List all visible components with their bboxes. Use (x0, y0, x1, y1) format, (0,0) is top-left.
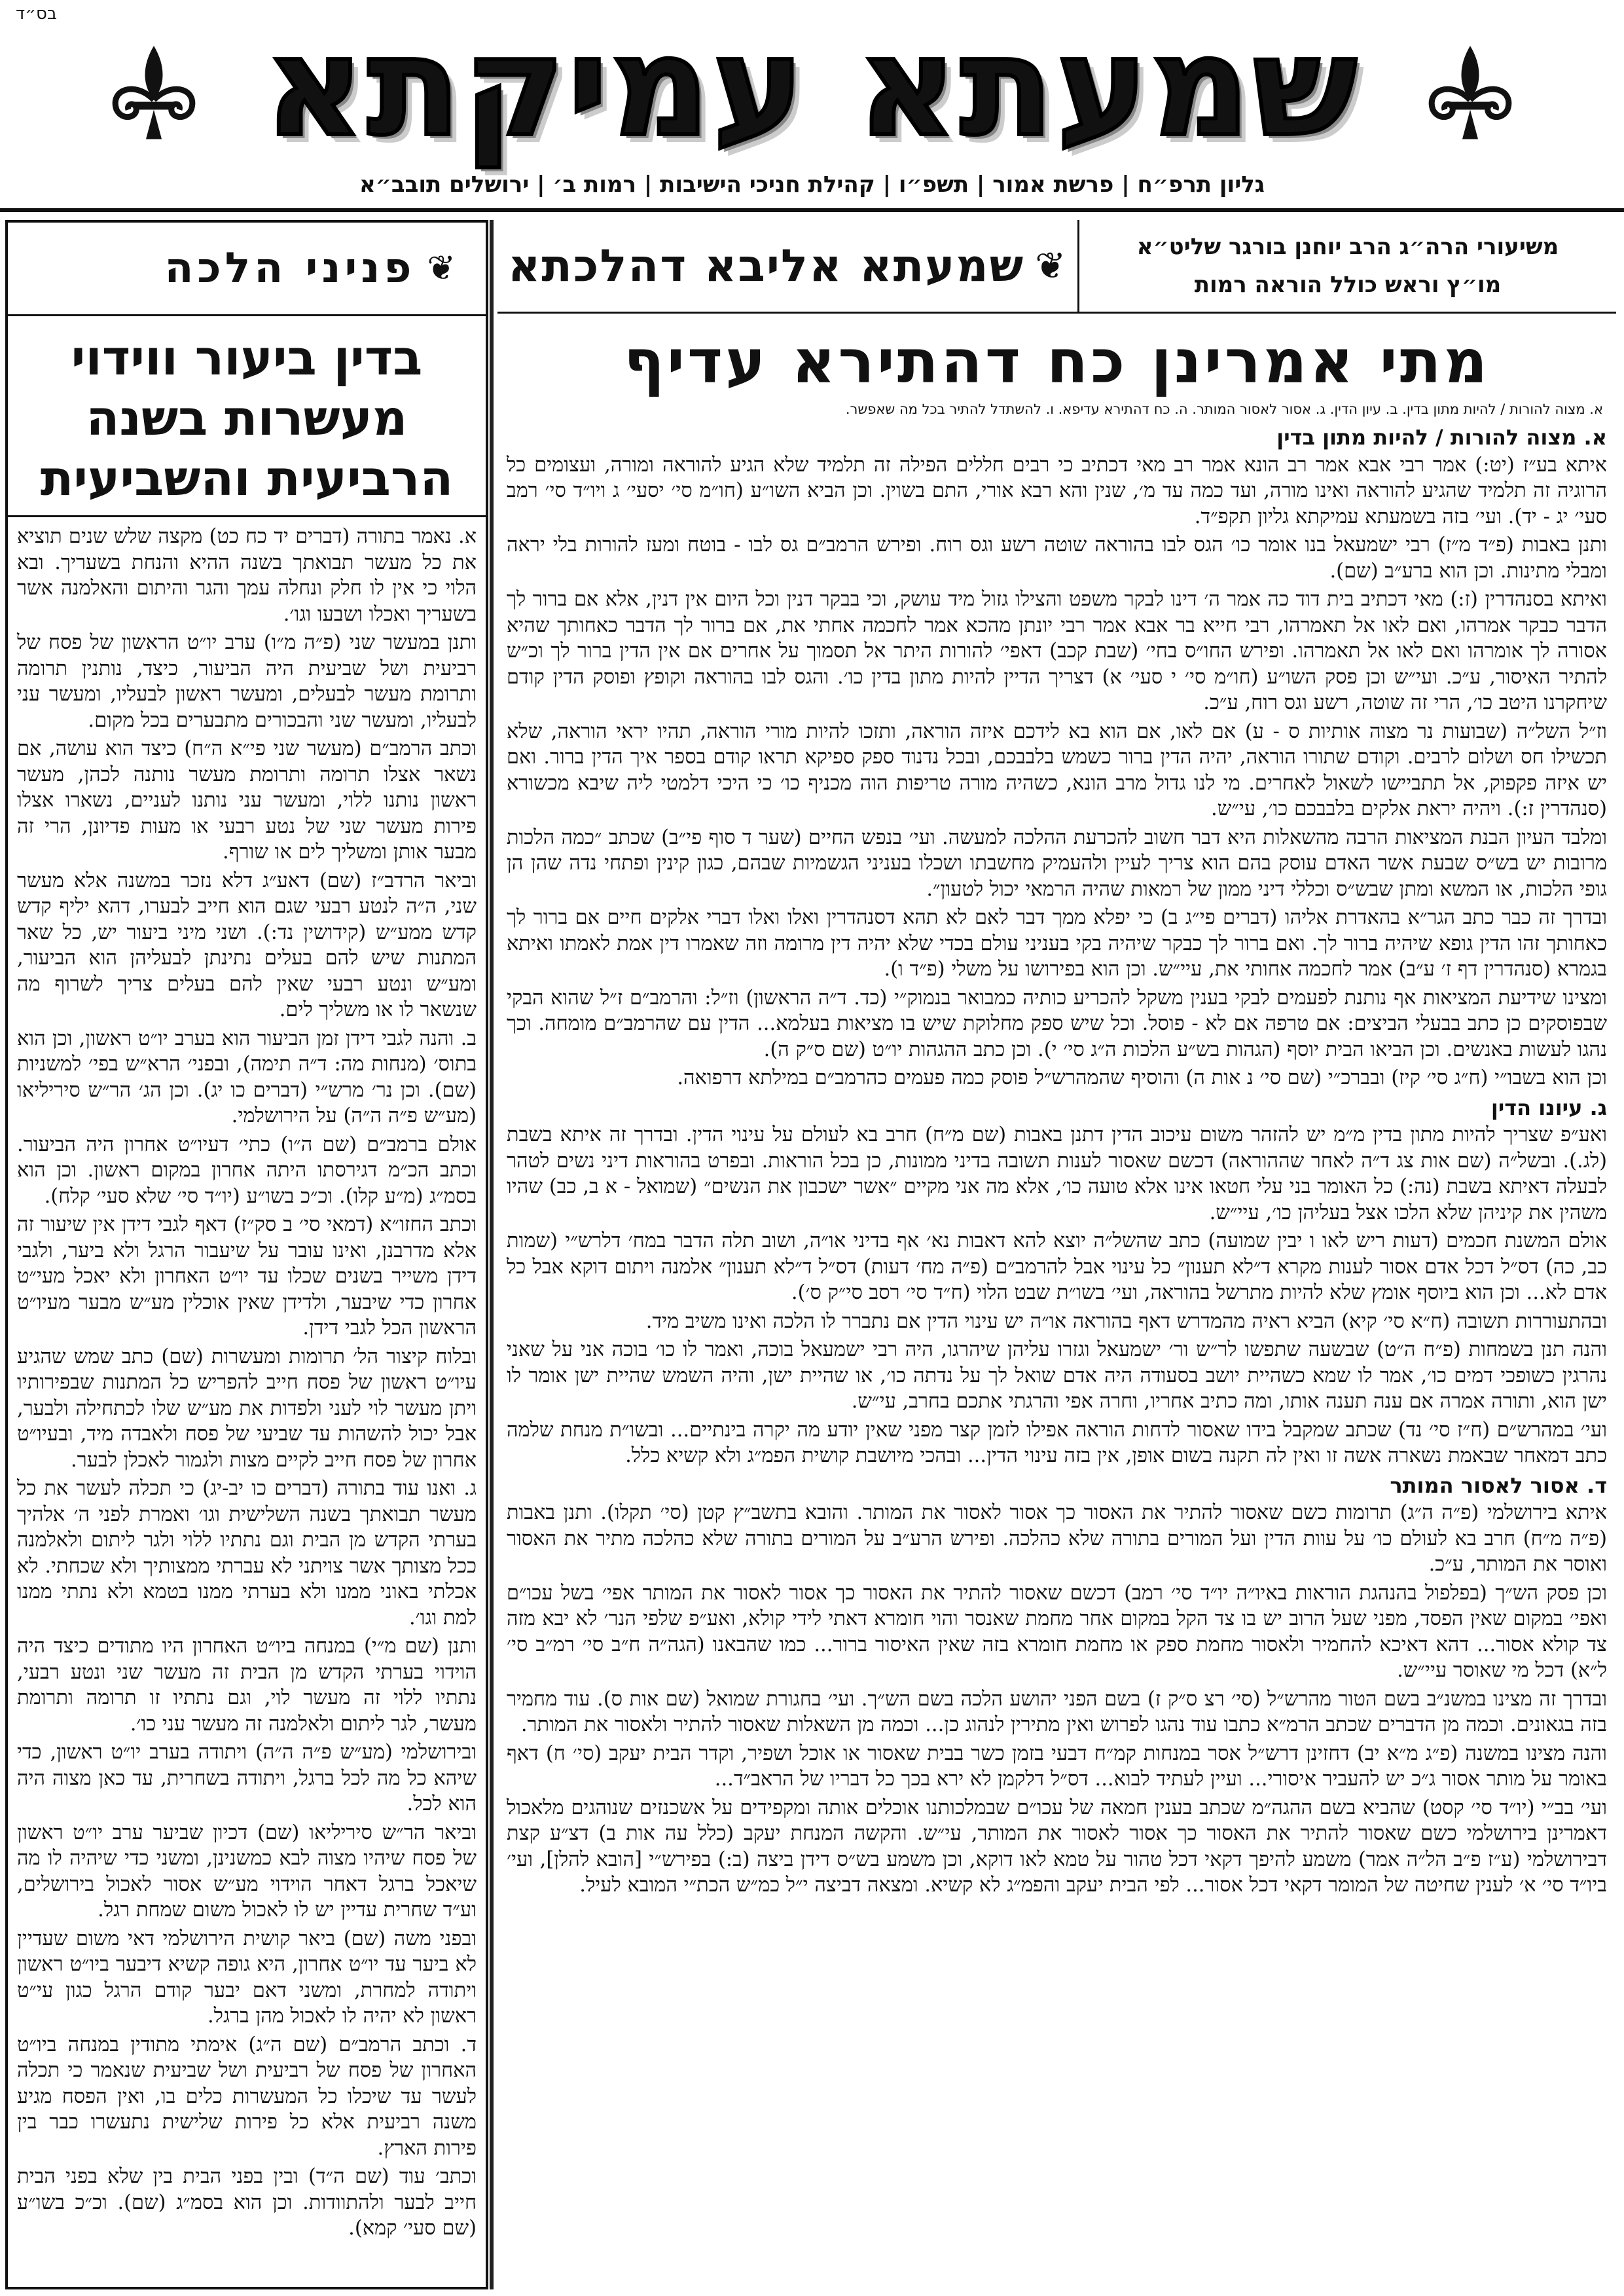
column-divider (490, 220, 494, 2289)
paragraph: ג. ואנו עוד בתורה (דברים כו יב-יג) כי תכלה לעשר את כל מעשר תבואתך בשנה השלישית וגו׳ ואמרת לפני ה׳ אלהיך בערתי הקדש מן הבית וגם נתתיו ללוי ולגר ליתום ולאלמנה ככל מצותך אשר צויתני לא עברתי ממצותיך ולא שכחתי. לא אכלתי באוני ממנו ולא בערתי ממנו בטמא ולא נתתי ממנו למת וגו׳. (17, 1477, 477, 1630)
paragraph: ובדרך זה מצינו במשנ״ב בשם הטור מהרש״ל (סי׳ רצ ס״ק ז) בשם הפני יהושע הלכה בשם הש״ך. ועי׳ בחגורת שמואל (שם אות ס). עוד מחמיר בזה בגאונים. וכמה מן הדברים שכתב הרמ״א כתבו עוד נהגו לפרוש ואין מתירין לנהוג כן... וכמה מן השאלות שאסור להתיר ולאסור את המותר. (507, 1687, 1607, 1736)
paragraph: ד. וכתב הרמב״ם (שם ה״ג) אימתי מתודין במנחה ביו״ט האחרון של פסח של רביעית ושל שביעית שנאמר כי תכלה לעשר עד שיכלו כל המעשרות כלים בו, ואין הפסח מגיע משנה רביעית אלא כל פירות שלישית נתעשרו כבר בין פירות הארץ. (17, 2033, 477, 2160)
paragraph: ובדרך זה כבר כתב הגר״א בהאדרת אליהו (דברים פי״ג ב) כי יפלא ממך דבר לאם לא תהא דסנהדרין ואלו ואלו דברי אלקים חיים אם ברור לך כאחותך זהו הדין גופא שיהיה ברור לך. ואם ברור לך כבקר שיהיה בקי בעניני עולם בכדי שלא יהיה דין מרומה וזה שאמרו דין אמת לאמתו ואיתא בגמרא (סנהדרין דף ז׳ ע״ב) אמר לחכמה אחותי את, עיי״ש. וכן הוא בפירושו על משלי (פ״ד ו). (507, 906, 1607, 981)
section-heading: א. מצוה להורות / להיות מתון בדין (1276, 425, 1607, 450)
side-article-body (8, 517, 486, 2251)
article-body (497, 425, 1616, 1899)
masthead-title: שמעתא עמיקתא (264, 7, 1360, 167)
paragraph: וביאר הר״ש סיריליאו (שם) דכיון שביער ערב יו״ט ראשון של פסח שיהיו מצוה לבא כמשנינן, ומשני כדי שיהיה לו מה שיאכל ברגל דאחר הוידוי מע״ש אסור לאכול בירושלים, וע״ד שחרית עדיין יש לו לאכול משום שמחת רגל. (17, 1821, 477, 1922)
paragraph: איתא בע״ז (יט:) אמר רבי אבא אמר רב הונא אמר רב מאי דכתיב כי רבים חללים הפילה זה תלמיד שלא הגיע להוראה ומורה, ועצומים כל הרוגיה זה תלמיד שהגיע להוראה ואינו מורה, ועד כמה עד מ׳, שנין והא רבא אורי, התם בשוין. וכן הביא השו״ע (חו״מ סי׳ יסעי׳ ג ויו״ד סי׳ רמב סעי׳ יג - יד). ועי׳ בזה בשמעתא עמיקתא גליון תקפ״ד. (507, 453, 1607, 528)
article-contents: א. מצוה להורות / להיות מתון בדין. ב. עיון הדין. ג. אסור לאסור המותר. ה. כח דהתירא עדיפא. ו. להשתדל להתיר בכל מה שאפשר. (845, 401, 1603, 417)
paragraph: וכתב׳ עוד (שם ה״ד) ובין בפני הבית בין שלא בפני הבית חייב לבער ולהתוודות. וכן הוא בסמ״ג (שם). וכ״כ בשו״ע (שם סעי׳ קמא). (17, 2165, 477, 2240)
paragraph: ובהתעוררות תשובה (ח״א סי׳ קיא) הביא ראיה מהמדרש דאף בהוראה או״ה יש עינוי הדין אם נתברר לו הלכה ואינו משיב מיד. (645, 1309, 1607, 1333)
paragraph: ותנן (שם מ״י) במנחה ביו״ט האחרון היו מתודים כיצד היה הוידוי בערתי הקדש מן הבית זה מעשר שני ונטע רבעי, נתתיו ללוי זה מעשר לוי, וגם נתתיו זו תרומה ותרומת מעשר, לגר ליתום ולאלמנה זה מעשר עני כו׳. (17, 1635, 477, 1736)
paragraph: ובפני משה (שם) ביאר קושית הירושלמי דאי משום שעדיין לא ביער עד יו״ט אחרון, היא גופה קשיא דיבער ביו״ט ראשון ויתודה למחרת, ומשני דאם יבער קודם הרגל כגון עי״ט ראשון לא יהיה לו לאכול מהן ברגל. (17, 1927, 477, 2028)
paragraph: ואע״פ שצריך להיות מתון בדין מ״מ יש להזהר משום עיכוב הדין דתנן באבות (שם מ״ח) חרב בא לעולם על עינוי הדין. ובדרך זה איתא בשבת (לג.). ובשל״ה (שם אות צג ד״ה לאחר שההוראה) דכשם שאסור לענות תשובה בדיני ממונות, כן בכל הוראות. ובפרט בהוראות דיני נשים לטהר לבעלה דאיתא בשבת (נה:) כל האומר בני עלי חטאו אינו אלא טועה כו׳, אלא מה אני מקיים ״אשר ישכבון את הנשים״ (שמואל - א ב, כב) שהיו משהין את קיניהן שלא הלכו אצל בעליהן כו׳, עיי״ש. (507, 1123, 1607, 1224)
side-article-title: בדין ביעור ווידוי מעשרות בשנה הרביעית והשביעית (8, 316, 486, 517)
paragraph: ומצינו שידיעת המציאות אף נותנת לפעמים לבקי בענין משקל להכריע כותיה כמבואר בנמוק״י (כד. ד״ה הראשון) וז״ל: והרמב״ם ז״ל שהוא הבקי שבפוסקים כן כתב בבעלי הביצים: אם טרפה אם לא - פוסל. וכל שיש ספק מחלוקת שיש בו מציאות בעלמא... הדין עם שהרמב״ם מומחה. וכך נהגו לעשות באנשים. וכן הביאו הבית יוסף (הגהות בש״ע הלכות ה״ג סי׳ י). וכן כתב ההגהות יו״ט (שם ס״ק ה). (507, 986, 1607, 1061)
paragraph: ובירושלמי (מע״ש פ״ה ה״ה) ויתודה בערב יו״ט ראשון, כדי שיהא כל מה לכל ברגל, ויתודה בשחרית, עד כאן מצוה היה הוא לכל. (17, 1741, 477, 1815)
paragraph: ותנן באבות (פ״ד מ״ז) רבי ישמעאל בנו אומר כו׳ הגס לבו בהוראה שוטה רשע וגס רוח. ופירש הרמב״ם גס לבו - בוטח ומעז להורות בלי יראה ומבלי מתינות. וכן הוא ברע״ב (שם). (507, 534, 1607, 583)
side-section-header-text: פניני הלכה (164, 244, 416, 293)
paragraph: ב. והנה לגבי דידן זמן הביעור הוא בערב יו״ט ראשון, וכן הוא בתוס׳ (מנחות מה: ד״ה תימה), ובפני׳ הרא״ש בפי׳ למשניות (שם). וכן נר׳ מרש״י (דברים כו יג). וכן הג׳ הר״ש סיריליאו (מע״ש פ״ה ה״ה) על הירושלמי. (17, 1027, 477, 1127)
paragraph: ובלוח קיצור הל׳ תרומות ומעשרות (שם) כתב שמש שהגיע עיו״ט ראשון של פסח חייב להפריש כל המתנות שבפירותיו ויתן מעשר לוי לעני ולפדות את מע״ש שלו לכתחילה ולבער, אבל יכול להשהות עד שביעי של פסח ולאבדה מיד, ובעיו״ט אחרון של פסח חייב לקיים מצות ולגמור לאכלן לבער. (17, 1345, 477, 1472)
byline (1079, 220, 1616, 312)
issue-info: גליון תרפ״ח | פרשת אמור | תשפ״ו | קהילת חניכי הישיבות | רמות ב׳ | ירושלים תובב״א (359, 172, 1265, 198)
paragraph: ועי׳ בב״י (יו״ד סי׳ קסט) שהביא בשם ההגה״מ שכתב בענין חמאה של עכו״ם שבמלכותנו אוכלים אותה ומקפידים על אשכנזים שנוהגים מלאכול דאמרינן בירושלמי כשם שאסור להתיר את האסור כך אסור לאסור את המותר, עי״ש. והקשה המנחת יעקב (כלל עה אות ב) דצ״ע קצת דבירושלמי (ע״ז פ״ב הל״ה אמר) משמע להיפך דקאי דכל טהור על טמא לאו דוקא, וכן משמע בש״ס דידן ביצה (ב:) בפירש״י [הובא להלן], ועי׳ ביו״ד סי׳ א׳ לענין שחיטה של המומר דקאי דכל אסור... לפי הבית יעקב והפמ״ג לא קשיא. ומצאה דביצה י״ל כמ״ש הכת״י המובא לעיל. (507, 1796, 1607, 1897)
paragraph: ומלבד העיון הבנת המציאות הרבה מהשאלות היא דבר חשוב להכרעת ההלכה למעשה. ועי׳ בנפש החיים (שער ד סוף פי״ב) שכתב ״כמה הלכות מרובות יש בש״ס שבעת אשר האדם עוסק בהם הוא צריך לעיין ולהעמיק מחשבתו ושכלו בעניני הגשמיות שבהם, כגון קינין ופתחי נדה שהן הן גופי הלכות, או המשא ומתן שבש״ס וכללי דיני ממון של רמאות שהיה הרמאי יכול לטעון״. (507, 826, 1607, 901)
paragraph: אולם ברמב״ם (שם ה״ו) כתי׳ דעיו״ט אחרון היה הביעור. וכתב הכ״מ דגירסתו היתה אחרון במקום ראשון. וכן הוא בסמ״ג (מ״ע קלו). וכ״כ בשו״ע (יו״ד סי׳ שלא סעי׳ קלח). (17, 1133, 477, 1208)
masthead-rule (0, 208, 1624, 212)
paragraph: ואיתא בסנהדרין (ז:) מאי דכתיב בית דוד כה אמר ה׳ דינו לבקר משפט והצילו גזול מיד עושק, וכי בבקר דנין וכל היום אין דנין, אלא אם ברור לך הדבר כבקר אמרהו, ואם לאו אל תאמרהו, רבי חייא בר אבא אמר רבי יונתן מהכא אמר לחכמה אחתי את, אם ברור לך הדבר כאחותך שהיא אסורה לך אומרהו ואם לאו אל תאמרהו. ופירש החו״ס בחי׳ (שבת קכב) דאפי׳ להורות היתר אל תסמוך על אחרים אם אין הדין ברור לך וכ״ש להתיר האיסור, ע״כ. ועי״ש וכן פסק השו״ע (חו״מ סי׳ י סעי׳ א) דצריך הדיין להיות מתון בדין כו׳. והגס לבו בהוראה וקופץ ופוסק הדין קודם שיחקרנו היטב כו׳, הרי זה שוטה, רשע וגס רוח, ע״כ. (507, 588, 1607, 714)
article-title: מתי אמרינן כח דהתירא עדיף (623, 327, 1490, 397)
section-header-text: שמעתא אליבא דהלכתא (507, 240, 1025, 292)
main-header (497, 220, 1616, 314)
section-heading: ג. עיונו הדין (1490, 1095, 1607, 1120)
side-column (5, 220, 488, 2289)
byline-role: מו״ץ וראש כולל הוראה רמות (1194, 272, 1502, 298)
side-section-header (8, 223, 486, 316)
paragraph: וכתב החזו״א (דמאי סי׳ ב סק״ז) דאף לגבי דידן אין שיעור זה אלא מדרבנן, ואינו עובר על שיעבור הרגל ולא ביער, ולגבי דידן משייר בשנים שכלו עד יו״ט האחרון ולא יאכל מעי״ט אחרון כדי שיבער, ולדידן שאין אוכלין מע״ש מבער מעיו״ט הראשון הכל לגבי דידן. (17, 1213, 477, 1339)
paragraph: ותנן במעשר שני (פ״ה מ״ו) ערב יו״ט הראשון של פסח של רביעית ושל שביעית היה הביעור, כיצד, נותנין תרומה ותרומת מעשר לבעלים, ומעשר ראשון לבעליו, ומעשר עני לבעליו, ומעשר שני והבכורים מתבערים בכל מקום. (17, 631, 477, 732)
section-heading: ד. אסור לאסור המותר (1390, 1472, 1607, 1498)
paragraph: וכן פסק הש״ך (בפלפול בהנהגת הוראות באיו״ה יו״ד סי׳ רמב) דכשם שאסור להתיר את האסור כך אסור לאסור את המותר אפי׳ בשל עכו״ם ואפי׳ במקום שאין הפסד, מפני שעל הרוב יש בו צד הקל במקום אחר מחמת שאנסר והוי חומרא דאתי לידי קולא, ואע״פ שלפי הנר׳ לא יבא מזה צד קולא אסור... דהא דאיכא להחמיר ולאסור מחמת ספק או מחמת חומרא בזה שאין האיסור ברור... כמו שהבאנו (הגה״ה ח״ב סי׳ רמ״ב סי׳ ל״א) דכל מי שאוסר עיי״ש. (507, 1581, 1607, 1682)
section-header (497, 220, 1079, 312)
paragraph: וכתב הרמב״ם (מעשר שני פי״א ה״ח) כיצד הוא עושה, אם נשאר אצלו תרומה ותרומת מעשר נותנה לכהן, מעשר ראשון נותנו ללוי, ומעשר עני נותנו לעניים, נשארו אצלו פירות מעשר שני של נטע רבעי או מעות פדיונן, הרי זה מבער אותן ומשליך לים או שורף. (17, 737, 477, 864)
paragraph: איתא בירושלמי (פ״ה ה״ג) תרומות כשם שאסור להתיר את האסור כך אסור לאסור את המותר. והובא בתשב״ץ קטן (סי׳ תקלו). ותנן באבות (פ״ה מ״ח) חרב בא לעולם כו׳ על עוות הדין ועל המורים בתורה שלא כהלכה. ופירש הרע״ב על המורים בתורה שלא כהלכה מתיר את האסור ואוסר את המותר, ע״כ. (507, 1501, 1607, 1576)
masthead (0, 0, 1624, 216)
fleur-de-lis-icon (1421, 39, 1519, 151)
paragraph: אולם המשנת חכמים (דעות ריש לאו ו יבין שמועה) כתב שהשל״ה יוצא להא דאבות נא׳ אף בדיני או״ה, ושוב תלה הדבר במח׳ דלרש״י (שמות כב, כה) דס״ל דכל אדם אסור לענות מקרא ד״לא תענון״ כל עינוי אבל להרמב״ם (פ״ה מח׳ דעות) דס״ל ד״לא תענון״ אלמנה ויתום דוקא אבל כל אדם לא... וכן הוא ביוסף אומץ שלא להיות מתרשל בהוראה, ועי׳ בשו״ת שבט הלוי (ח״ד סי׳ רסב סי״ק ס׳). (507, 1230, 1607, 1304)
bsd-mark: בס״ד (16, 4, 57, 24)
byline-rabbi: משיעורי הרה״ג הרב יוחנן בורגר שליט״א (1136, 234, 1559, 260)
flourish-icon: ❦ (427, 249, 460, 288)
paragraph: וכן הוא בשבו״י (ח״ג סי׳ קיז) ובברכ״י (שם סי׳ נ אות ה) והוסיף שהמהרש״ל פוסק כמה פעמים כהרמב״ם במילתא דרפואה. (677, 1066, 1607, 1089)
paragraph: א. נאמר בתורה (דברים יד כח כט) מקצה שלש שנים תוציא את כל מעשר תבואתך בשנה ההיא והנחת בשעריך. ובא הלוי כי אין לו חלק ונחלה עמך והגר והיתום והאלמנה אשר בשעריך ואכלו ושבעו וגו׳. (17, 525, 477, 626)
paragraph: והנה מצינו במשנה (פ״ג מ״א יב) דחזינן דרש״ל אסר במנחות קמ״ח דבעי בזמן כשר בבית שאסור או אוכל ושפיר, וקדר הבית יעקב (סי׳ ח) דאף באומר על מותר אסור ג״כ יש להעביר איסורי... ועיין לעתיד לבוא... דס״ל דלקמן לא ירא בכך כל דבריו של הראב״ד... (507, 1741, 1607, 1791)
paragraph: וביאר הרדב״ז (שם) דאע״ג דלא נזכר במשנה אלא מעשר שני, ה״ה לנטע רבעי שגם הוא חייב לבערו, דהא יליף קדש קדש ממע״ש (קידושין נד:). ושני מיני ביעור יש, כל שאר המתנות שיש להם בעלים נתינתן לבעליהן הוא הביעור, ומע״ש ונטע רבעי שאין להם בעלים צריך לשרוף מה שנשאר לו או משליך לים. (17, 869, 477, 1021)
paragraph: והנה תנן בשמחות (פ״ח ה״ט) שבשעה שתפשו לר״ש ור׳ ישמעאל וגזרו עליהן שיהרגו, היה רבי ישמעאל בוכה, ואמר לו כו׳ בוכה אני על שאני נהרגין כשופכי דמים כו׳, אמר לו שמא כשהיית יושב בסעודה היה אדם שואל לך על נדתה כו׳, או שהיית ישן, והיה השמש שהיית ישן אומר לו ישן הוא, ותורה אמרה אם ענה תענה אותו, ומה כתיב אחריו, וחרה אפי והרגתי אתכם בחרב, עי״ש. (507, 1338, 1607, 1413)
flourish-icon: ❦ (1035, 244, 1068, 287)
paragraph: ועי׳ במהרש״ם (ח״ז סי׳ נד) שכתב שמקבל בידו שאסור לדחות הוראה אפילו לזמן קצר מפני שאין יודע מה יקרה בינתיים... ובשו״ת מנחת שלמה כתב דמאחר שבאמת נשארה אשה זו ואין לה תקנה בשום אופן, אין בזה עינוי הדין... ובהכי מיושבת קושית הפמ״ג ולא קשיא כלל. (507, 1418, 1607, 1467)
main-column (497, 220, 1616, 2289)
paragraph: וז״ל השל״ה (שבועות נר מצוה אותיות ס - ע) אם לאו, אם הוא בא לידכם איזה הוראה, ותזכו להיות מורי הוראה, תהיו יראי הוראה, שלא תכשילו חס ושלום לרבים. וקודם שתורו הוראה, יהיה הדין ברור כשמש בלבבכם, ובכל נדנוד ספק ספיקא תראו קודם בספר איך הדין ברור. ואם יש איזה פקפוק, אל תתביישו לשאול לאחרים. מי לנו גדול מרב הונא, כשהיה מורה טריפות הוה מכניף כו׳ כי היכי דלמטי ליה שיבא מכשורא (סנהדרין ז:). ויהיה יראת אלקים בלבבכם כו׳, עי״ש. (507, 720, 1607, 820)
